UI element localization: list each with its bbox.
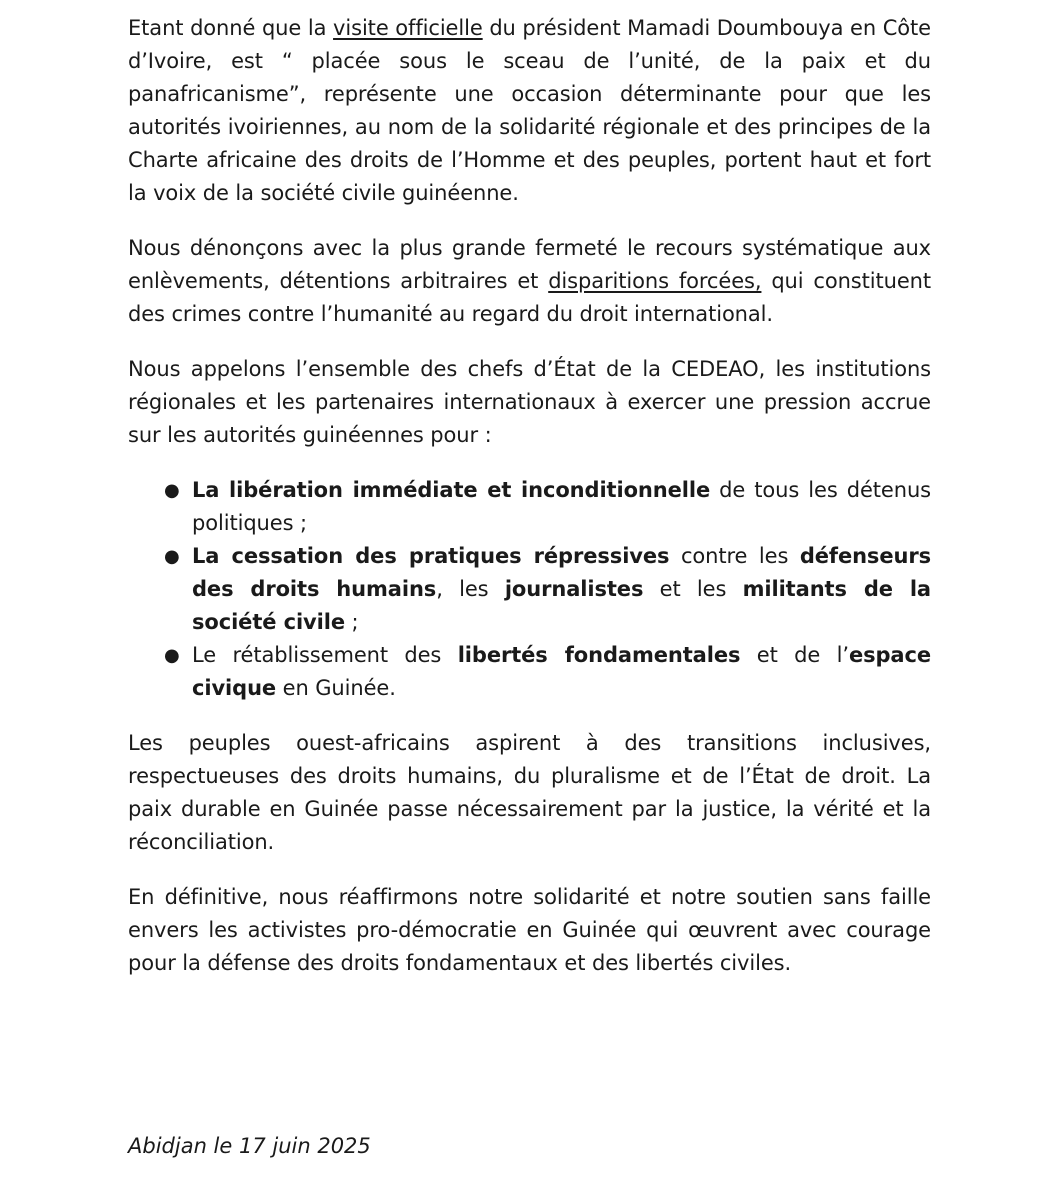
list-item-text: Le rétablissement des — [192, 643, 458, 667]
paragraph-intro — [128, 12, 931, 210]
paragraph-appeal: Nous appelons l’ensemble des chefs d’État de la CEDEAO, les institutions régionales et les partenaires internationaux à exercer une pression accrue sur les autorités guinéennes pour : — [128, 357, 931, 447]
list-item-retablissement — [128, 639, 931, 705]
paragraph-conclusion: En définitive, nous réaffirmons notre solidarité et notre soutien sans faille envers les activistes pro-démocratie en Guinée qui œuvrent avec courage pour la défense des droits fondamentaux et des libertés civiles. — [128, 885, 931, 975]
bullet-icon: ● — [164, 645, 180, 666]
list-item-bold: espace civique — [192, 643, 931, 700]
paragraph-intro-text-a: Etant donné que la — [128, 16, 334, 40]
paragraph-denunciation-text-b: qui constituent des crimes contre l’humanité au regard du droit international. — [128, 269, 931, 326]
bullet-icon: ● — [164, 480, 180, 501]
visite-officielle-link[interactable]: visite officielle — [333, 16, 483, 40]
paragraph-aspirations: Les peuples ouest-africains aspirent à des transitions inclusives, respectueuses des droits humains, du pluralisme et de l’État de droit. La paix durable en Guinée passe nécessairement par la justice, la vérité et la réconciliation. — [128, 731, 931, 854]
list-item-text: ; — [344, 610, 359, 634]
list-item-text: en Guinée. — [276, 676, 396, 700]
list-item-text: contre les — [669, 544, 800, 568]
list-item-bold: journalistes — [504, 577, 644, 601]
list-item-bold: La libération immédiate et inconditionnelle — [192, 478, 711, 502]
disparitions-forcees-link[interactable]: disparitions forcées, — [548, 269, 762, 293]
list-item-bold: défenseurs des droits humains — [192, 544, 931, 601]
paragraph-denunciation-text-a: Nous dénonçons avec la plus grande fermeté le recours systématique aux enlèvements, détentions arbitraires et — [128, 236, 931, 293]
list-item-text: et de l’ — [740, 643, 849, 667]
demands-list — [128, 474, 931, 705]
list-item-liberation — [128, 474, 931, 540]
list-item-bold: militants de la société civile — [192, 577, 932, 634]
list-item-cessation — [128, 540, 931, 639]
list-item-text: de tous les détenus politiques ; — [192, 478, 931, 535]
paragraph-denunciation — [128, 232, 931, 331]
bullet-icon: ● — [164, 546, 180, 567]
list-item-text: et les — [643, 577, 743, 601]
list-item-text: , les — [436, 577, 505, 601]
list-item-bold: libertés fondamentales — [457, 643, 741, 667]
list-item-bold: La cessation des pratiques répressives — [192, 544, 670, 568]
signature-place-date: Abidjan le 17 juin 2025 — [128, 1134, 371, 1158]
paragraph-intro-text-b: du président Mamadi Doumbouya en Côte d’Ivoire, est “ placée sous le sceau de l’unité, de la paix et du panafricanisme”, représente une occasion déterminante pour que les autorités ivoiriennes, au nom de la solidarité régionale et des principes de la Charte africaine des droits de l’Homme et des peuples, portent haut et fort la voix de la société civile guinéenne. — [128, 16, 932, 205]
